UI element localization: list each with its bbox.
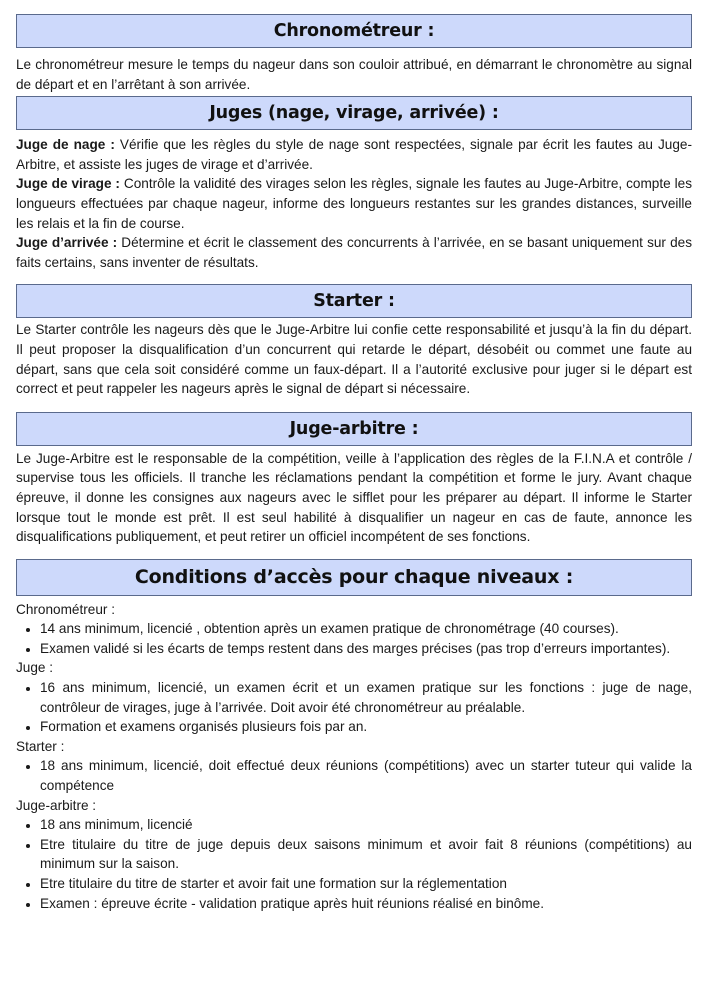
list-item: • 18 ans minimum, licencié, doit effectué deux réunions (compétitions) avec un starter tuteur qui valide la compétence: [40, 756, 692, 795]
list-item: • Etre titulaire du titre de juge depuis deux saisons minimum et avoir fait 8 réunions (compétitions) au minimum sur la saison.: [40, 835, 692, 874]
conditions-arbitre-label: Juge-arbitre :: [16, 797, 97, 813]
conditions-starter: [16, 737, 692, 796]
conditions-arbitre: [16, 796, 692, 914]
starter-heading: Starter :: [16, 284, 692, 318]
list-item: • 18 ans minimum, licencié: [40, 815, 692, 835]
conditions-starter-label: Starter :: [16, 738, 65, 754]
document-page: [16, 14, 692, 913]
conditions-juge: [16, 658, 692, 736]
list-item: • Formation et examens organisés plusieurs fois par an.: [40, 717, 692, 737]
juge-arrivee-label: Juge d’arrivée :: [16, 235, 118, 251]
starter-text: Le Starter contrôle les nageurs dès que le Juge-Arbitre lui confie cette responsabilité et jusqu’à la fin du départ. Il peut proposer la disqualification d’un concurrent qui retarde le départ, désobéit ou commet une faute au départ, sans que cela soit considéré comme un faux-départ. Il a l’autorité exclusive pour juger si le départ est correct et peut rappeler les nageurs après le signal de départ si nécessaire.: [16, 322, 692, 397]
juge-nage-text: [16, 135, 692, 174]
chrono-text: Le chronométreur mesure le temps du nageur dans son couloir attribué, en démarrant le chronomètre au signal de départ et en l’arrêtant à son arrivée.: [16, 57, 692, 92]
list-item: • Etre titulaire du titre de starter et avoir fait une formation sur la réglementation: [40, 874, 692, 894]
list-item: • Examen : épreuve écrite - validation pratique après huit réunions réalisé en binôme.: [40, 894, 692, 914]
conditions-heading: Conditions d’accès pour chaque niveaux :: [16, 559, 692, 596]
list-item: • 14 ans minimum, licencié , obtention après un examen pratique de chronométrage (40 courses).: [40, 619, 692, 639]
juge-arrivee-desc: Détermine et écrit le classement des concurrents à l’arrivée, en se basant uniquement sur des faits certains, sans inventer de résultats.: [16, 235, 692, 270]
list-item: • Examen validé si les écarts de temps restent dans des marges précises (pas trop d’erreurs importantes).: [40, 639, 692, 659]
arbitre-text: Le Juge-Arbitre est le responsable de la compétition, veille à l’application des règles de la F.I.N.A et contrôle / supervise tous les officiels. Il tranche les réclamations pendant la compétition et forme le jury. Avant chaque épreuve, il donne les consignes aux nageurs avec le sifflet pour les préparer au départ. Il informe le Starter lorsque tout le monde est prêt. Il est seul habilité à disqualifier un nageur en cas de faute, annonce les disqualifications publiquement, et peut retirer un officiel incompétent de ses fonctions.: [16, 450, 692, 545]
chrono-heading: Chronométreur :: [16, 14, 692, 48]
juge-arrivee-text: [16, 233, 692, 272]
juge-nage-desc: Vérifie que les règles du style de nage sont respectées, signale par écrit les fautes au Juge-Arbitre, et assiste les juges de virage et d’arrivée.: [16, 137, 692, 172]
conditions-juge-label: Juge :: [16, 660, 54, 676]
conditions-chrono: [16, 600, 692, 659]
juge-virage-label: Juge de virage :: [16, 176, 120, 192]
list-item: • 16 ans minimum, licencié, un examen écrit et un examen pratique sur les fonctions : juge de nage, contrôleur de virages, juge à l’arrivée. Doit avoir été chronométreur au préalable.: [40, 678, 692, 717]
conditions-chrono-label: Chronométreur :: [16, 601, 115, 617]
juges-heading: Juges (nage, virage, arrivée) :: [16, 96, 692, 130]
juge-nage-label: Juge de nage :: [16, 137, 115, 153]
juge-virage-desc: Contrôle la validité des virages selon les règles, signale les fautes au Juge-Arbitre, compte les longueurs effectuées par chaque nageur, informe des longueurs restantes sur les grandes distances, surveille les relais et la fin de course.: [16, 176, 693, 231]
arbitre-heading: Juge-arbitre :: [16, 412, 692, 446]
juge-virage-text: [16, 174, 692, 233]
